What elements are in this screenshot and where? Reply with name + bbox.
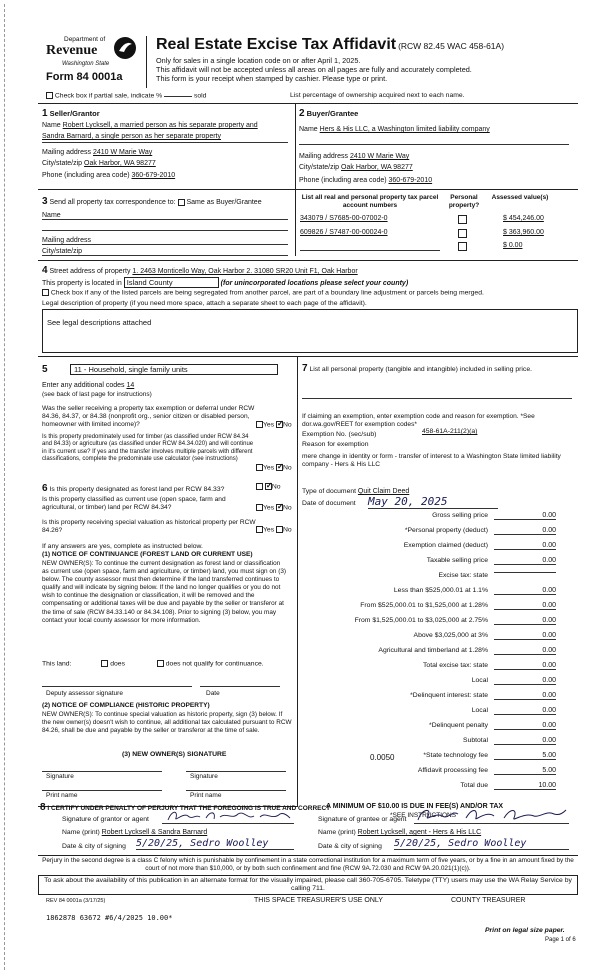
tax-row-value[interactable]: 0.00: [494, 557, 556, 565]
see-back-note: (see back of last page for instructions): [42, 391, 152, 398]
tax-row-value[interactable]: [494, 572, 556, 573]
name-print-label: Name (print): [318, 829, 356, 836]
print-name-label: Print name: [190, 792, 222, 799]
name-print-label: Name (print): [62, 829, 100, 836]
correspondence-city-label: City/state/zip: [42, 248, 83, 255]
exemption-yes-no: [256, 421, 292, 428]
timber-question: Is this property predominately used for timber (as classified under RCW 84.34 and 84.33) or agriculture (as classified under RCW 84.34.020) and will continue in it's current use? If yes and the transfer involves multiple parcels with different classifications, complete the predominate use calculator (see instructions): [42, 434, 254, 462]
legal-description-box[interactable]: [42, 309, 578, 353]
revenue-logo-icon: [112, 36, 138, 60]
tax-row-label: Above $3,025,000 at 3%: [413, 632, 488, 639]
deputy-date-label: Date: [206, 690, 220, 697]
section8-number: 8: [40, 802, 46, 813]
form-title: [156, 36, 504, 54]
seller-phone-row: [42, 172, 175, 179]
grantor-date-value[interactable]: 5/20/25, Sedro Woolley: [136, 838, 294, 850]
located-in-row: [42, 277, 408, 288]
tax-row-label: Taxable selling price: [426, 557, 488, 564]
parcel-number[interactable]: [300, 242, 440, 251]
forest-question-row: [42, 483, 257, 494]
section-rule-3: [38, 260, 578, 261]
partial-sale-row: [46, 92, 206, 99]
dept-line: Department of: [64, 36, 106, 43]
agency-logo: [46, 36, 141, 86]
legal-description-label: Legal description of property (if you need more space, attach a separate sheet to each page of the affidavit).: [42, 300, 367, 307]
tax-row-label: *Delinquent interest: state: [410, 692, 488, 699]
parcel-number[interactable]: 343079 / S7685-00-07002-0: [300, 215, 388, 222]
tax-row-label: From $1,525,000.01 to $3,025,000 at 2.75%: [354, 617, 488, 624]
revision: REV 84 0001a (3/17/25): [46, 898, 106, 904]
tax-row-value[interactable]: 0.00: [494, 632, 556, 640]
tax-row-label: *State technology fee: [423, 752, 488, 759]
new-owner-signature-1[interactable]: [42, 771, 162, 772]
seller-name-line-1[interactable]: Robert Lycksell, a married person as his separate property and: [62, 122, 258, 129]
section6-number: 6: [42, 483, 48, 494]
exemption-number-label: Exemption No. (sec/sub): [302, 431, 377, 438]
buyer-name-label: Name: [299, 126, 318, 133]
no-label: No: [271, 483, 281, 491]
current-use-yes-checkbox[interactable]: [256, 504, 263, 511]
accessibility-notice: To ask about the availability of this publication in an alternate format for the visually impaired, please call 360-705-6705. Teletype (TTY) users may use the WA Relay Service by calling 711.: [38, 875, 578, 895]
segregation-checkbox[interactable]: [42, 289, 49, 296]
local-rate[interactable]: 0.0050: [370, 753, 395, 762]
timber-yes-no: [256, 464, 292, 471]
notice-3: This form is your receipt when stamped by cashier. Please type or print.: [156, 74, 388, 83]
parcel-row: [300, 229, 575, 239]
seller-title: Seller/Grantor: [49, 109, 100, 118]
tax-row-value[interactable]: 0.00: [494, 662, 556, 670]
notice-compliance-text: NEW OWNER(S): To continue special valuation as historic property, sign (3) below. If the new owner(s) doesn't wish to continue, all additional tax calculated pursuant to RCW 84.26, shall be due and payable by the seller or transferor at the time of sale.: [42, 711, 292, 735]
section-rule-4: [38, 356, 578, 357]
exemption-instructions: If claiming an exemption, enter exemption code and reason for exemption. *See dor.wa.gov/REET for exemption codes*: [302, 413, 535, 428]
same-as-buyer-checkbox[interactable]: [178, 199, 185, 206]
seller-number: 1: [42, 108, 48, 119]
timber-no-checkbox[interactable]: [276, 464, 283, 471]
does-qualify-checkbox[interactable]: [101, 660, 108, 667]
tax-row-value[interactable]: 10.00: [494, 782, 556, 790]
document-type-row: [302, 488, 409, 495]
receipt-stamp: 1862878 63672 #6/4/2025 10.00*: [46, 914, 173, 922]
deputy-signature-label: Deputy assessor signature: [46, 690, 123, 697]
buyer-phone-value[interactable]: 360-679-2010: [388, 177, 433, 184]
deputy-signature-line[interactable]: [42, 686, 192, 687]
grantee-name-row: [318, 829, 481, 836]
tax-row-label: *Personal property (deduct): [404, 527, 488, 534]
personal-property-checkbox[interactable]: [458, 215, 467, 224]
street-address-label: Street address of property: [49, 268, 131, 275]
buyer-city-value[interactable]: Oak Harbor, WA 98277: [341, 164, 413, 171]
seller-heading: [42, 108, 100, 119]
grantor-signature[interactable]: [162, 808, 294, 824]
yes-label: Yes: [263, 464, 275, 472]
document-date-row: [302, 500, 356, 507]
assessed-value[interactable]: $ 363,960.00: [503, 229, 544, 236]
section-rule-2: [38, 189, 578, 190]
buyer-number: 2: [299, 108, 305, 119]
no-label: No: [282, 504, 292, 512]
correspondence-city-field[interactable]: [42, 248, 288, 256]
deputy-date-line[interactable]: [200, 686, 280, 687]
seller-mailing-row: [42, 149, 290, 156]
document-date-value[interactable]: May 20, 2025: [368, 495, 498, 509]
does-not-label: does not qualify for continuance.: [165, 660, 264, 668]
tax-row-value[interactable]: 0.00: [494, 692, 556, 700]
section5-number: 5: [42, 364, 48, 375]
form-number: Form 84 0001a: [46, 71, 123, 83]
grantee-name-value[interactable]: Robert Lycksell, agent - Hers & His LLC: [357, 829, 482, 836]
forest-question: Is this property designated as forest land per RCW 84.33?: [49, 486, 225, 493]
section7-number: 7: [302, 363, 308, 374]
grantee-signature[interactable]: [414, 806, 569, 824]
grantee-signature-label: Signature of grantee or agent: [318, 816, 407, 823]
seller-city-value[interactable]: Oak Harbor, WA 98277: [84, 160, 156, 167]
this-land-label: This land:: [42, 660, 72, 668]
historic-no-checkbox[interactable]: [276, 526, 283, 533]
exemption-yes-checkbox[interactable]: [256, 421, 263, 428]
exemption-number-row: [302, 431, 376, 438]
unincorporated-note: (for unincorporated locations please select your county): [220, 280, 409, 287]
seller-name-label: Name: [42, 122, 61, 129]
header-notices: [156, 56, 472, 83]
document-type-label: Type of document: [302, 488, 357, 495]
tax-row-value[interactable]: 0.00: [494, 677, 556, 685]
seller-mailing-label: Mailing address: [42, 149, 92, 156]
additional-codes-value[interactable]: 14: [126, 382, 135, 389]
tax-row-label: *Delinquent penalty: [429, 722, 488, 729]
tax-row-label: From $525,000.01 to $1,525,000 at 1.28%: [360, 602, 488, 609]
buyer-city-row: [299, 164, 413, 171]
print-name-label: Print name: [46, 792, 78, 799]
tax-row-value[interactable]: 5.00: [494, 767, 556, 775]
correspondence-name-field[interactable]: [42, 212, 288, 220]
parcel-row: [300, 215, 575, 225]
tax-row-value[interactable]: 5.00: [494, 752, 556, 760]
tax-row-value[interactable]: 0.00: [494, 707, 556, 715]
assessed-col-header: Assessed value(s): [491, 194, 549, 201]
personal-property-label: List all personal property (tangible and intangible) included in selling price.: [309, 366, 532, 373]
see-instructions: *SEE INSTRUCTIONS: [390, 812, 457, 819]
personal-property-field[interactable]: [302, 398, 572, 399]
assessed-value[interactable]: $ 454,246.00: [503, 215, 544, 222]
street-address-row: [42, 265, 358, 276]
no-label: No: [282, 421, 292, 429]
if-yes-note: If any answers are yes, complete as instructed below.: [42, 543, 203, 550]
personal-property-row: [302, 364, 572, 374]
reason-value[interactable]: mere change in identity or form - transfer of interest to a Washington State limited liability company - Hers & His LLC: [302, 453, 561, 468]
personal-property-checkbox[interactable]: [458, 242, 467, 251]
seller-city-label: City/state/zip: [42, 160, 83, 167]
buyer-city-label: City/state/zip: [299, 164, 340, 171]
grantee-date-row: [318, 843, 382, 850]
parcel-number[interactable]: 609826 / S7487-00-00024-0: [300, 229, 388, 236]
tax-row-label: Exemption claimed (deduct): [403, 542, 488, 549]
street-address-value[interactable]: 1. 2463 Monticello Way, Oak Harbor 2. 31080 SR20 Unit F1, Oak Harbor: [132, 268, 358, 275]
tax-row-label: Excise tax: state: [438, 572, 488, 579]
page-number: Page 1 of 6: [545, 937, 576, 943]
seller-phone-label: Phone (including area code): [42, 172, 130, 179]
buyer-heading: [299, 108, 358, 119]
segregation-row: [42, 289, 484, 296]
forest-no-checkbox[interactable]: [265, 483, 272, 490]
form-rcw: (RCW 82.45 WAC 458-61A): [398, 41, 505, 51]
grantee-date-value[interactable]: 5/20/25, Sedro Woolley: [394, 838, 569, 850]
personal-property-checkbox[interactable]: [458, 229, 467, 238]
correspondence-heading: [42, 196, 262, 207]
signature-label: Signature: [46, 773, 74, 780]
seller-name-rule: [42, 142, 288, 143]
forest-yes-no: [256, 483, 281, 490]
notice-continuance-text: NEW OWNER(S): To continue the current designation as forest land or classification as current use (open space, farm and agriculture, or timber) land, you must sign on (3) below. The county assessor must then determine if the land transferred continues to qualify and will indicate by signing below. If the land no longer qualifies or you do not wish to continue the designation or classification, it will be removed and the compensating or additional taxes will be due and payable by the seller or transferor at the time of sale (RCW 84.33.140 or 84.34.108). Prior to signing (3) below, you may contact your local county assessor for more information.: [42, 560, 287, 624]
tax-row-value[interactable]: 0.00: [494, 512, 556, 520]
assessed-value[interactable]: $ 0.00: [503, 242, 523, 249]
does-label: does: [110, 660, 125, 668]
current-use-question: Is this property classified as current use (open space, farm and agricultural, or timber) land per RCW 84.34?: [42, 496, 226, 511]
same-as-buyer-label: Same as Buyer/Grantee: [186, 199, 262, 206]
additional-codes-label: Enter any additional codes: [42, 382, 125, 389]
partial-sale-checkbox[interactable]: [46, 92, 53, 99]
county-select[interactable]: Island County: [124, 277, 219, 288]
located-in-label: This property is located in: [42, 280, 122, 287]
exemption-number-value[interactable]: 458-61A-211(2)(a): [422, 428, 478, 435]
seller-city-row: [42, 160, 156, 167]
reason-label: Reason for exemption: [302, 441, 369, 448]
buyer-mailing-value[interactable]: 2410 W Marie Way: [349, 153, 410, 160]
correspondence-name-label: Name: [42, 212, 61, 219]
partial-sale-label: Check box if partial sale, indicate %: [54, 92, 163, 100]
tax-row-label: Total due: [460, 782, 488, 789]
perjury-notice: Perjury in the second degree is a class C felony which is punishable by confinement in a state correctional institution for a maximum term of five years, or by a fine in an amount fixed by the court of not more than $10,000, or by both such confinement and fine (RCW 9A.72.030 and RCW 9A.20.021(1)(c)).: [42, 857, 574, 872]
tax-row-value[interactable]: 0.00: [494, 602, 556, 610]
tax-row-label: Local: [471, 677, 488, 684]
tax-row-value[interactable]: 0.00: [494, 617, 556, 625]
exemption-no-checkbox[interactable]: [276, 421, 283, 428]
correspondence-number: 3: [42, 196, 48, 207]
legal-paper-note: Print on legal size paper.: [485, 927, 565, 934]
parcel-col-header: List all real and personal property tax parcel account numbers: [301, 194, 439, 209]
tax-row-label: Affidavit processing fee: [417, 767, 488, 774]
historic-question: Is this property receiving special valuation as historical property per RCW 84.26?: [42, 519, 256, 534]
buyer-name-value[interactable]: Hers & His LLC, a Washington limited liability company: [319, 126, 490, 133]
correspondence-blank-1: [42, 230, 288, 231]
exemption-question: Was the seller receiving a property tax exemption or deferral under RCW 84.36, 84.37, or 84.38 (nonprofit org., senior citizen or disabled person, homeowner with limited income)?: [42, 405, 255, 428]
this-land-row: [42, 660, 292, 667]
buyer-mailing-label: Mailing address: [299, 153, 349, 160]
section4-number: 4: [42, 265, 48, 276]
buyer-title: Buyer/Grantee: [306, 109, 359, 118]
tax-row-value[interactable]: 0.00: [494, 647, 556, 655]
tax-row-label: Less than $525,000.01 at 1.1%: [393, 587, 488, 594]
ownership-label: List percentage of ownership acquired next to each name.: [290, 92, 465, 99]
no-label: No: [282, 464, 292, 472]
certify-text: I CERTIFY UNDER PENALTY OF PERJURY THAT THE FOREGOING IS TRUE AND CORRECT: [47, 805, 331, 812]
current-use-yes-no: [256, 504, 292, 511]
parcel-row: [300, 242, 575, 252]
grantor-name-value[interactable]: Robert Lycksell & Sandra Barnard: [101, 829, 208, 836]
minimum-note: A MINIMUM OF $10.00 IS DUE IN FEE(S) AND/OR TAX: [326, 803, 504, 810]
notice-2: This affidavit will not be accepted unless all areas on all pages are fully and accurately completed.: [156, 65, 472, 74]
tax-row-value[interactable]: 0.00: [494, 737, 556, 745]
current-use-no-checkbox[interactable]: [276, 504, 283, 511]
does-not-qualify-checkbox[interactable]: [157, 660, 164, 667]
no-label: No: [282, 526, 292, 534]
buyer-name-row: [299, 126, 490, 133]
land-use-select[interactable]: 11 - Household, single family units: [70, 364, 278, 375]
historic-yes-checkbox[interactable]: [256, 526, 263, 533]
treasurer-only: THIS SPACE TREASURER'S USE ONLY: [254, 897, 383, 904]
date-city-label: Date & city of signing: [62, 843, 126, 850]
tax-row-value[interactable]: 0.00: [494, 527, 556, 535]
section-divider-1: [295, 103, 296, 256]
document-type-value[interactable]: Quit Claim Deed: [357, 488, 410, 495]
footer-rule: [38, 855, 578, 856]
tax-row-label: Agricultural and timberland at 1.28%: [378, 647, 488, 654]
buyer-mailing-row: [299, 153, 409, 160]
grantor-name-row: [62, 829, 207, 836]
seller-name-line-2[interactable]: Sandra Barnard, a single person as her separate property: [42, 133, 221, 140]
correspondence-mailing-label: Mailing address: [42, 237, 92, 244]
form-title-text: Real Estate Excise Tax Affidavit: [156, 36, 397, 53]
header-divider: [146, 36, 147, 88]
notice-continuance-title: (1) NOTICE OF CONTINUANCE (FOREST LAND OR CURRENT USE): [42, 551, 253, 558]
segregation-label: Check box if any of the listed parcels are being segregated from another parcel, are part of a boundary line adjustment or parcels being merged.: [50, 289, 484, 297]
county-treasurer: COUNTY TREASURER: [451, 897, 526, 904]
tax-row-value[interactable]: 0.00: [494, 542, 556, 550]
tax-row-label: Gross selling price: [432, 512, 488, 519]
grantor-signature-row: [62, 816, 149, 823]
forest-yes-checkbox[interactable]: [256, 483, 263, 490]
signature-label: Signature: [190, 773, 218, 780]
new-owner-print-2[interactable]: [186, 790, 286, 791]
grantee-signature-row: [318, 816, 406, 823]
seller-mailing-value[interactable]: 2410 W Marie Way: [92, 149, 153, 156]
correspondence-mailing-field[interactable]: [42, 237, 288, 245]
tax-row-value[interactable]: 0.00: [494, 587, 556, 595]
grantor-date-row: [62, 843, 126, 850]
buyer-phone-label: Phone (including area code): [299, 177, 387, 184]
state-name: Washington State: [62, 61, 110, 67]
date-city-label: Date & city of signing: [318, 843, 382, 850]
seller-name-row: [42, 122, 290, 129]
new-owner-print-1[interactable]: [42, 790, 162, 791]
grantor-signature-icon: [162, 808, 294, 824]
tax-row-label: Total excise tax: state: [423, 662, 488, 669]
sold-label: sold: [193, 92, 207, 100]
legal-description-text: See legal descriptions attached: [47, 318, 152, 327]
new-owner-signature-title: (3) NEW OWNER(S) SIGNATURE: [122, 751, 227, 758]
timber-yes-checkbox[interactable]: [256, 464, 263, 471]
tax-row-value[interactable]: 0.00: [494, 722, 556, 730]
partial-sale-percent[interactable]: [164, 96, 192, 97]
new-owner-signature-2[interactable]: [186, 771, 286, 772]
notice-compliance-title: (2) NOTICE OF COMPLIANCE (HISTORIC PROPERTY): [42, 702, 210, 709]
yes-label: Yes: [263, 504, 275, 512]
grantor-signature-label: Signature of grantor or agent: [62, 816, 149, 823]
additional-codes-row: [42, 382, 134, 389]
historic-yes-no: [256, 526, 292, 533]
buyer-name-rule: [299, 144, 569, 145]
yes-label: Yes: [263, 526, 275, 534]
yes-label: Yes: [263, 421, 275, 429]
tax-row-label: Subtotal: [463, 737, 488, 744]
tax-row-label: Local: [471, 707, 488, 714]
dept-name: Revenue: [46, 43, 98, 58]
grantee-signature-icon: [414, 806, 569, 824]
buyer-phone-row: [299, 177, 432, 184]
correspondence-label: Send all property tax correspondence to:: [49, 199, 176, 206]
header-rule: [38, 103, 578, 104]
personal-col-header: Personal property?: [448, 194, 480, 209]
seller-phone-value[interactable]: 360-679-2010: [131, 172, 176, 179]
document-date-label: Date of document: [302, 500, 356, 507]
section-divider-2: [297, 356, 298, 806]
notice-1: Only for sales in a single location code on or after April 1, 2025.: [156, 56, 361, 65]
